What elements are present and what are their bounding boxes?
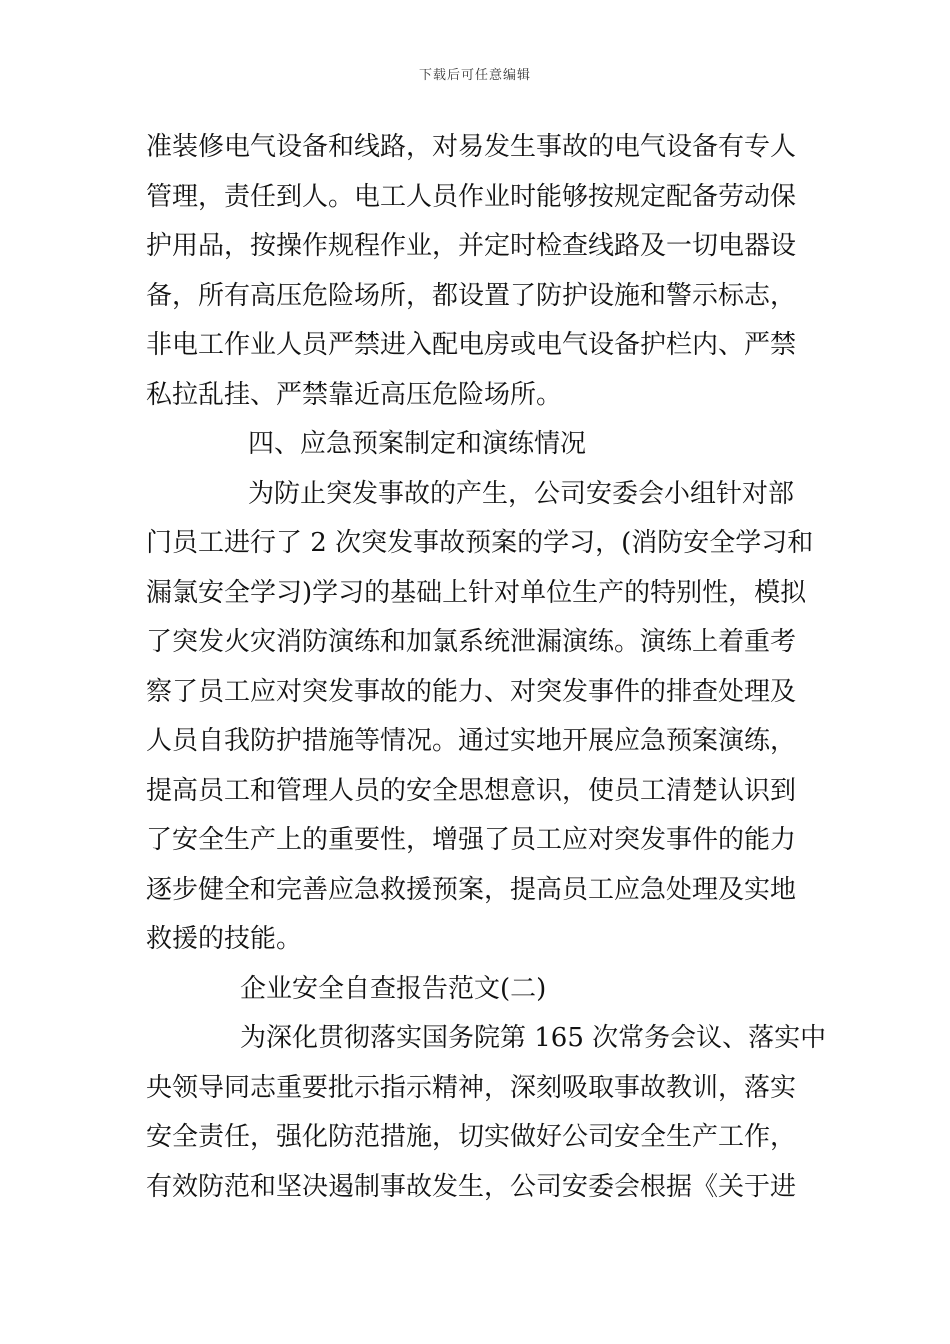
text-line: 救援的技能。 <box>146 924 303 954</box>
text-line: 非电工作业人员严禁进入配电房或电气设备护栏内、严禁 <box>146 330 797 360</box>
text-line: 逐步健全和完善应急救援预案，提高员工应急处理及实地 <box>146 874 797 905</box>
text-line: 护用品，按操作规程作业，并定时检查线路及一切电器设 <box>146 231 797 261</box>
text-line: 央领导同志重要批示指示精神，深刻吸取事故教训，落实 <box>146 1072 797 1103</box>
text-line: 私拉乱挂、严禁靠近高压危险场所。 <box>146 379 563 410</box>
text-line: 门员工进行了 2 次突发事故预案的学习，(消防安全学习和 <box>146 528 814 558</box>
text-line: 漏氯安全学习)学习的基础上针对单位生产的特别性，模拟 <box>146 577 807 608</box>
section-heading: 四、应急预案制定和演练情况 <box>248 429 587 459</box>
text-line: 有效防范和坚决遏制事故发生，公司安委会根据《关于进 <box>146 1171 797 1202</box>
text-line: 了安全生产上的重要性，增强了员工应对突发事件的能力 <box>146 825 797 855</box>
text-line: 为防止突发事故的产生，公司安委会小组针对部 <box>248 478 795 509</box>
text-line: 为深化贯彻落实国务院第 165 次常务会议、落实中 <box>240 1023 827 1053</box>
text-line: 了突发火灾消防演练和加氯系统泄漏演练。演练上着重考 <box>146 627 797 657</box>
page-header: 下载后可任意编辑 <box>418 68 531 83</box>
text-line: 提高员工和管理人员的安全思想意识，使员工清楚认识到 <box>146 775 797 806</box>
text-line: 安全责任，强化防范措施，切实做好公司安全生产工作， <box>146 1122 797 1152</box>
text-line: 管理，责任到人。电工人员作业时能够按规定配备劳动保 <box>146 181 797 212</box>
text-line: 准装修电气设备和线路，对易发生事故的电气设备有专人 <box>146 132 797 162</box>
text-line: 备，所有高压危险场所，都设置了防护设施和警示标志， <box>146 280 797 311</box>
document-body <box>146 123 827 1212</box>
text-line: 察了员工应对突发事故的能力、对突发事件的排查处理及 <box>146 676 797 707</box>
section-title: 企业安全自查报告范文(二) <box>240 973 547 1004</box>
text-line: 人员自我防护措施等情况。通过实地开展应急预案演练， <box>146 726 797 756</box>
